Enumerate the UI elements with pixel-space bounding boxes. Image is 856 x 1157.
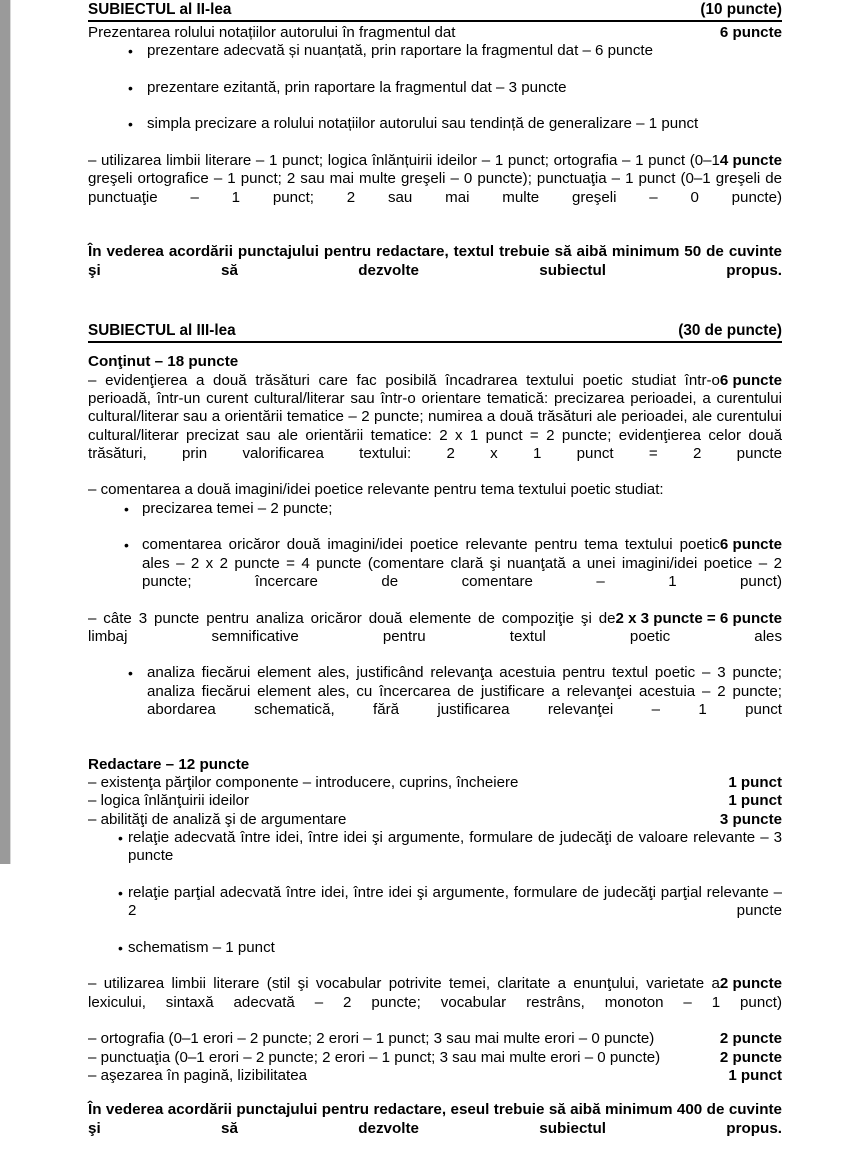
bullet-text: relaţie adecvată între idei, între idei şi argumente, formulare de judecăţi de valoare relevante – 3 puncte <box>128 829 782 865</box>
subject-2-intro-row <box>88 24 782 42</box>
continut-item-2-lead-text: – comentarea a două imagini/idei poetice relevante pentru tema textului poetic studiat: <box>88 481 664 499</box>
bullet-text: simpla precizare a rolului notațiilor autorului sau tendință de generalizare – 1 punct <box>147 115 699 133</box>
subject-2-note-text: În vederea acordării punctajului pentru redactare, textul trebuie să aibă minimum 50 de cuvinte şi să dezvolte subiectul propus. <box>88 243 782 279</box>
list-item <box>88 500 782 537</box>
subject-2-bullet-list <box>88 42 782 152</box>
continut-item-1-points: 6 puncte <box>719 371 782 389</box>
redactare-item-row <box>88 774 782 792</box>
list-item <box>88 884 782 939</box>
subject-2-language-text: – utilizarea limbii literare – 1 punct; logica înlănțuirii ideilor – 1 punct; ortografia – 1 punct (0–1 greşeli ortografice – 1 punct; 2 sau mai multe greşeli – 0 puncte); punctuaţia – 1 punct (0–1 greşeli de punctuaţie – 1 punct; 2 sau mai multe greşeli – 0 puncte) <box>88 152 782 206</box>
list-item <box>88 79 782 116</box>
redactare-item2-points: 2 puncte <box>719 1048 782 1066</box>
list-item <box>88 115 782 152</box>
continut-item-1-text: – evidenţierea a două trăsături care fac posibilă încadrarea textului poetic studiat într-o perioadă, într-un curent cultural/literar sau într-o orientare tematică: precizarea perioadei, a curentului cultural/literar sau a orientării tematice – 2 puncte; numirea a două trăsături ale perioadei, ale curentului cultural/literar precizat sau ale orientării tematice: 2 x 1 punct = 2 puncte; evidenţierea celor două trăsături, prin valorificarea textului: 2 x 1 punct = 2 puncte <box>88 371 782 462</box>
subject-3-heading-points: (30 de puncte) <box>678 322 782 340</box>
document-body <box>88 0 782 1157</box>
redactare-item2-row <box>88 1049 782 1067</box>
subject-3-heading <box>88 321 782 343</box>
list-item <box>88 829 782 884</box>
bullet-text: comentarea oricăror două imagini/idei poetice relevante pentru tema textului poetic ales – 2 x 2 puncte = 4 puncte (comentare clară şi nuanţată a unei imagini/idei poetice – 2 puncte; încercare de comentare – 1 punct) <box>142 536 782 590</box>
subject-2-language-criterion <box>88 152 782 225</box>
page-left-gutter <box>0 0 10 864</box>
redactare-item2-text: – ortografia (0–1 erori – 2 puncte; 2 erori – 1 punct; 3 sau mai multe erori – 0 puncte) <box>88 1030 655 1048</box>
redactare-item-text: – logica înlănţuirii ideilor <box>88 792 250 810</box>
redactare-item2-text: – utilizarea limbii literare (stil şi vocabular potrivite temei, claritate a enunţului, varietate a lexicului, sintaxă adecvată – 2 puncte; vocabular restrâns, monoton – 1 punct) <box>88 975 782 1011</box>
redactare-item2-points: 1 punct <box>728 1066 782 1084</box>
redactare-item2-points: 2 puncte <box>719 1030 782 1048</box>
continut-item-1 <box>88 372 782 482</box>
continut-item-3-text: – câte 3 puncte pentru analiza oricăror două elemente de compoziţie şi de limbaj semnificative pentru textul poetic ales <box>88 609 782 645</box>
list-item <box>88 42 782 79</box>
redactare-item-row <box>88 811 782 829</box>
redactare-item2-points: 2 puncte <box>719 975 782 993</box>
list-item <box>88 939 782 976</box>
redactare-item-points: 1 punct <box>728 774 782 792</box>
continut-item-3-bullets <box>88 664 782 737</box>
redactare-item-points: 3 puncte <box>719 810 782 828</box>
redactare-note-text: În vederea acordării punctajului pentru redactare, eseul trebuie să aibă minimum 400 de cuvinte şi să dezvolte subiectul propus. <box>88 1101 782 1137</box>
list-item <box>88 664 782 737</box>
bullet-text: prezentare adecvată și nuanțată, prin raportare la fragmentul dat – 6 puncte <box>147 42 653 60</box>
redactare-item2-row <box>88 1030 782 1048</box>
continut-item-3-points: 2 x 3 puncte = 6 puncte <box>615 609 782 627</box>
redactare-item-row <box>88 792 782 810</box>
redactare-item-text: – existenţa părţilor componente – introducere, cuprins, încheiere <box>88 774 519 792</box>
subject-2-intro-text: Prezentarea rolului notațiilor autorului în fragmentul dat <box>88 24 456 41</box>
page-gutter-edge <box>10 0 11 864</box>
bullet-text: precizarea temei – 2 puncte; <box>142 499 333 517</box>
subject-2-heading <box>88 0 782 22</box>
bullet-points: • 6 puncte <box>719 536 782 554</box>
bullet-text: analiza fiecărui element ales, justificând relevanţa acestuia pentru textul poetic – 3 puncte; analiza fiecărui element ales, cu încercarea de justificare a relevanţei acestuia – 2 puncte; abordarea schematică, fără justificarea relevanţei – 1 punct <box>147 664 782 718</box>
redactare-section-label: Redactare – 12 puncte <box>88 755 250 773</box>
redactare-note <box>88 1101 782 1157</box>
list-item <box>88 536 782 609</box>
continut-item-2-lead <box>88 481 782 499</box>
bullet-text: relaţie parţial adecvată între idei, între idei şi argumente, formulare de judecăţi parţial relevante – 2 puncte <box>128 883 782 920</box>
continut-item-2-bullets <box>88 500 782 610</box>
continut-section-label: Conţinut – 18 puncte <box>88 353 239 371</box>
redactare-bullet-list <box>88 829 782 975</box>
bullet-text: schematism – 1 punct <box>128 938 275 956</box>
subject-2-intro-points: 6 puncte <box>719 24 782 41</box>
redactare-item2-row <box>88 1067 782 1085</box>
subject-2-heading-label: SUBIECTUL al II-lea <box>88 1 232 18</box>
redactare-item2-text: – punctuaţia (0–1 erori – 2 puncte; 2 erori – 1 punct; 3 sau mai multe erori – 0 puncte) <box>88 1048 661 1066</box>
redactare-item-text: – abilităţi de analiză şi de argumentare <box>88 810 347 828</box>
subject-3-heading-label: SUBIECTUL al III-lea <box>88 322 236 340</box>
subject-2-heading-points: (10 puncte) <box>700 1 782 18</box>
redactare-item-points: 1 punct <box>728 792 782 810</box>
subject-2-language-points: 4 puncte <box>719 152 782 170</box>
continut-item-3 <box>88 610 782 665</box>
redactare-item2-text: – aşezarea în pagină, lizibilitatea <box>88 1066 307 1084</box>
redactare-item2-row <box>88 975 782 1030</box>
bullet-text: prezentare ezitantă, prin raportare la fragmentul dat – 3 puncte <box>147 78 567 96</box>
subject-2-note <box>88 243 782 299</box>
